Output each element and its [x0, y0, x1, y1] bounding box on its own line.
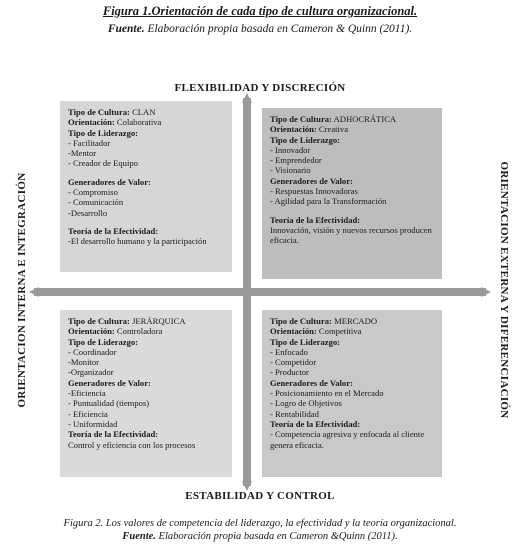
figure-2-caption [0, 517, 520, 543]
value-item: - Respuestas Innovadoras [270, 186, 358, 197]
culture-type [68, 107, 224, 117]
orientation-value: Controladora [114, 326, 163, 337]
value-item: - Rentabilidad [270, 408, 319, 419]
orientation-label: Orientación: [68, 117, 115, 128]
axis-label-top: FLEXIBILIDAD Y DISCRECIÓN [174, 82, 346, 94]
leadership-item: - Emprendedor [270, 155, 322, 166]
quadrant-jerarquica [60, 310, 232, 477]
culture-type-value: ADHOCRÁTICA [331, 114, 397, 124]
leadership-item: - Innovador [270, 144, 311, 155]
quadrant-clan [60, 101, 232, 272]
leadership-item: - Competidor [270, 357, 317, 368]
figure-2-source [0, 530, 520, 543]
figure-1-source-label: Fuente. [107, 23, 145, 35]
leadership-item: - Productor [270, 367, 309, 378]
value-generators-label: Generadores de Valor: [68, 377, 151, 388]
effectiveness-text: Control y eficiencia con los procesos [68, 439, 196, 450]
value-item: - Compromiso [68, 187, 118, 198]
effectiveness-label: Teoría de la Efectividad: [270, 418, 361, 429]
value-item: -Eficiencia [68, 388, 106, 399]
leadership-label: Tipo de Liderazgo: [68, 336, 139, 347]
figure-1-source-text: Elaboración propia basada en Cameron & Quinn (2011). [144, 23, 413, 35]
value-item: -Desarrollo [68, 207, 108, 218]
leadership-item: - Visionario [270, 165, 311, 176]
leadership-item: -Monitor [68, 357, 100, 368]
value-item: - Posicionamiento en el Mercado [270, 388, 384, 399]
culture-type-value: MERCADO [331, 316, 378, 326]
orientation-label: Orientación: [270, 124, 317, 135]
orientation-label: Orientación: [270, 326, 317, 337]
axis-label-right: ORIENTACION EXTERNA Y DIFERENCIACIÓN [498, 161, 510, 419]
culture-type [270, 114, 434, 124]
leadership-item: -Mentor [68, 148, 97, 159]
orientation [68, 326, 224, 336]
orientation-label: Orientación: [68, 326, 115, 337]
value-generators-label: Generadores de Valor: [270, 377, 353, 388]
culture-type-value: JERÁRQUICA [129, 316, 186, 326]
effectiveness-label: Teoría de la Efectividad: [270, 214, 361, 225]
orientation [270, 124, 434, 134]
quadrant-adhocracia [262, 108, 442, 279]
culture-type-value: CLAN [129, 107, 156, 117]
value-generators-label: Generadores de Valor: [68, 176, 151, 187]
effectiveness-text: Innovación, visión y nuevos recursos producen eficacia. [270, 224, 432, 246]
figure-2-source-text: Elaboración propia basada en Cameron &Quinn (2011). [155, 531, 398, 542]
orientation-value: Creativa [316, 124, 349, 135]
culture-type [68, 316, 224, 326]
culture-type-label: Tipo de Cultura: [68, 316, 130, 326]
leadership-label: Tipo de Liderazgo: [270, 134, 341, 145]
culture-type [270, 316, 434, 326]
axis-label-left: ORIENTACION INTERNA E INTEGRACIÓN [16, 172, 28, 408]
value-item: - Uniformidad [68, 418, 118, 429]
leadership-item: -Organizador [68, 367, 114, 378]
orientation-value: Competitiva [316, 326, 362, 337]
value-generators-label: Generadores de Valor: [270, 175, 353, 186]
leadership-item: - Coordinador [68, 346, 117, 357]
orientation [68, 117, 224, 127]
figure-2-title: Figura 2. Los valores de competencia del liderazgo, la efectividad y la teoría organizacional. [63, 518, 457, 529]
value-item: - Comunicación [68, 197, 124, 208]
effectiveness-text: -El desarrollo humano y la participación [68, 236, 207, 247]
figure-2-source-label: Fuente. [122, 531, 156, 542]
effectiveness-text: - Competencia agresiva y enfocada al cliente genera eficacia. [270, 429, 425, 450]
leadership-item: - Facilitador [68, 137, 111, 148]
quadrant-mercado [262, 310, 442, 477]
leadership-label: Tipo de Liderazgo: [270, 336, 341, 347]
leadership-item: - Enfocado [270, 346, 308, 357]
orientation-value: Colaborativa [114, 117, 162, 128]
culture-type-label: Tipo de Cultura: [270, 316, 332, 326]
axis-label-bottom: ESTABILIDAD Y CONTROL [185, 490, 335, 502]
value-item: - Puntualidad (tiempos) [68, 398, 150, 409]
culture-type-label: Tipo de Cultura: [68, 107, 130, 117]
value-item: - Logro de Objetivos [270, 398, 342, 409]
orientation [270, 326, 434, 336]
leadership-label: Tipo de Liderazgo: [68, 127, 139, 138]
value-item: - Eficiencia [68, 408, 108, 419]
leadership-item: - Creador de Equipo [68, 158, 138, 169]
culture-type-label: Tipo de Cultura: [270, 114, 332, 124]
value-item: - Agilidad para la Transformación [270, 196, 387, 207]
effectiveness-label: Teoría de la Efectividad: [68, 225, 159, 236]
figure-1-title: Figura 1.Orientación de cada tipo de cultura organizacional. [102, 4, 418, 18]
effectiveness-label: Teoría de la Efectividad: [68, 429, 159, 440]
